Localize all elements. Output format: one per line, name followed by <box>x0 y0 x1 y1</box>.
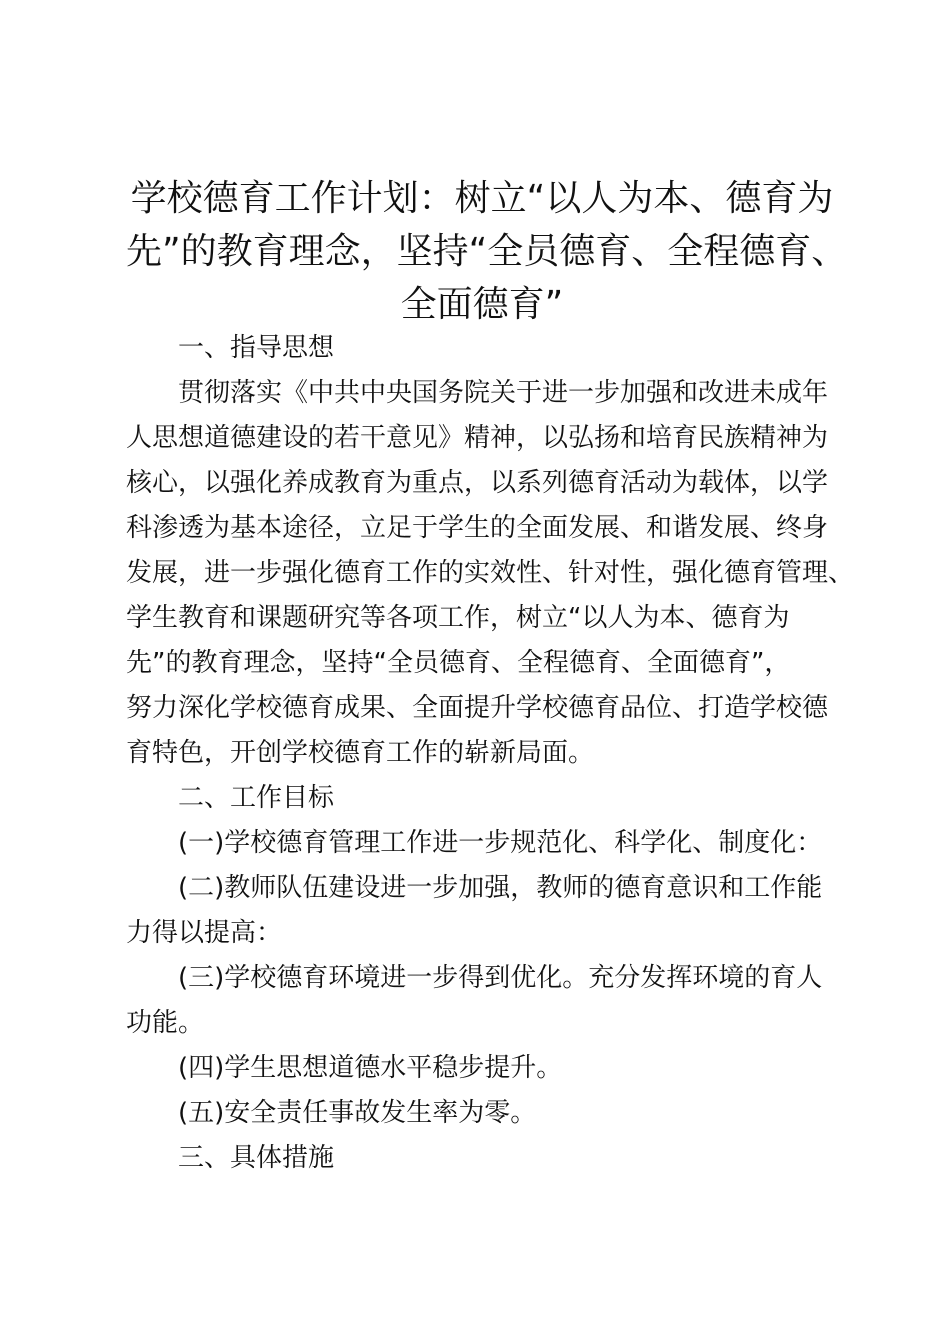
goal-item-continuation: 功能。 <box>126 1008 205 1038</box>
paragraph-line: 发展，进一步强化德育工作的实效性、针对性，强化德育管理、 <box>126 558 855 588</box>
paragraph-line: 先”的教育理念，坚持“全员德育、全程德育、全面德育”， <box>126 648 791 678</box>
goal-item: (五)安全责任事故发生率为零。 <box>178 1098 537 1128</box>
section-heading-work-goals: 二、工作目标 <box>178 783 335 813</box>
title-line: 全面德育” <box>400 284 564 325</box>
goal-item: (三)学校德育环境进一步得到优化。充分发挥环境的育人 <box>178 963 823 993</box>
document-title <box>126 172 848 331</box>
title-line: 先”的教育理念，坚持“全员德育、全程德育、 <box>126 231 848 272</box>
paragraph-line: 育特色，开创学校德育工作的崭新局面。 <box>126 738 595 768</box>
title-line: 学校德育工作计划：树立“以人为本、德育为 <box>130 178 834 219</box>
goal-item: (二)教师队伍建设进一步加强，教师的德育意识和工作能 <box>178 873 823 903</box>
paragraph-line: 学生教育和课题研究等各项工作，树立“以人为本、德育为 <box>126 603 790 633</box>
paragraph-line: 核心，以强化养成教育为重点，以系列德育活动为载体，以学 <box>126 468 829 498</box>
paragraph-line: 科渗透为基本途径，立足于学生的全面发展、和谐发展、终身 <box>126 513 829 543</box>
section-heading-guiding-thought: 一、指导思想 <box>178 333 335 363</box>
paragraph-line: 贯彻落实《中共中央国务院关于进一步加强和改进未成年 <box>178 378 829 408</box>
goal-item-continuation: 力得以提高： <box>126 918 283 948</box>
goal-item: (四)学生思想道德水平稳步提升。 <box>178 1053 563 1083</box>
paragraph-line: 努力深化学校德育成果、全面提升学校德育品位、打造学校德 <box>126 693 829 723</box>
paragraph-line: 人思想道德建设的若干意见》精神，以弘扬和培育民族精神为 <box>126 423 829 453</box>
section-heading-measures: 三、具体措施 <box>178 1143 335 1173</box>
goal-item: (一)学校德育管理工作进一步规范化、科学化、制度化： <box>178 828 823 858</box>
